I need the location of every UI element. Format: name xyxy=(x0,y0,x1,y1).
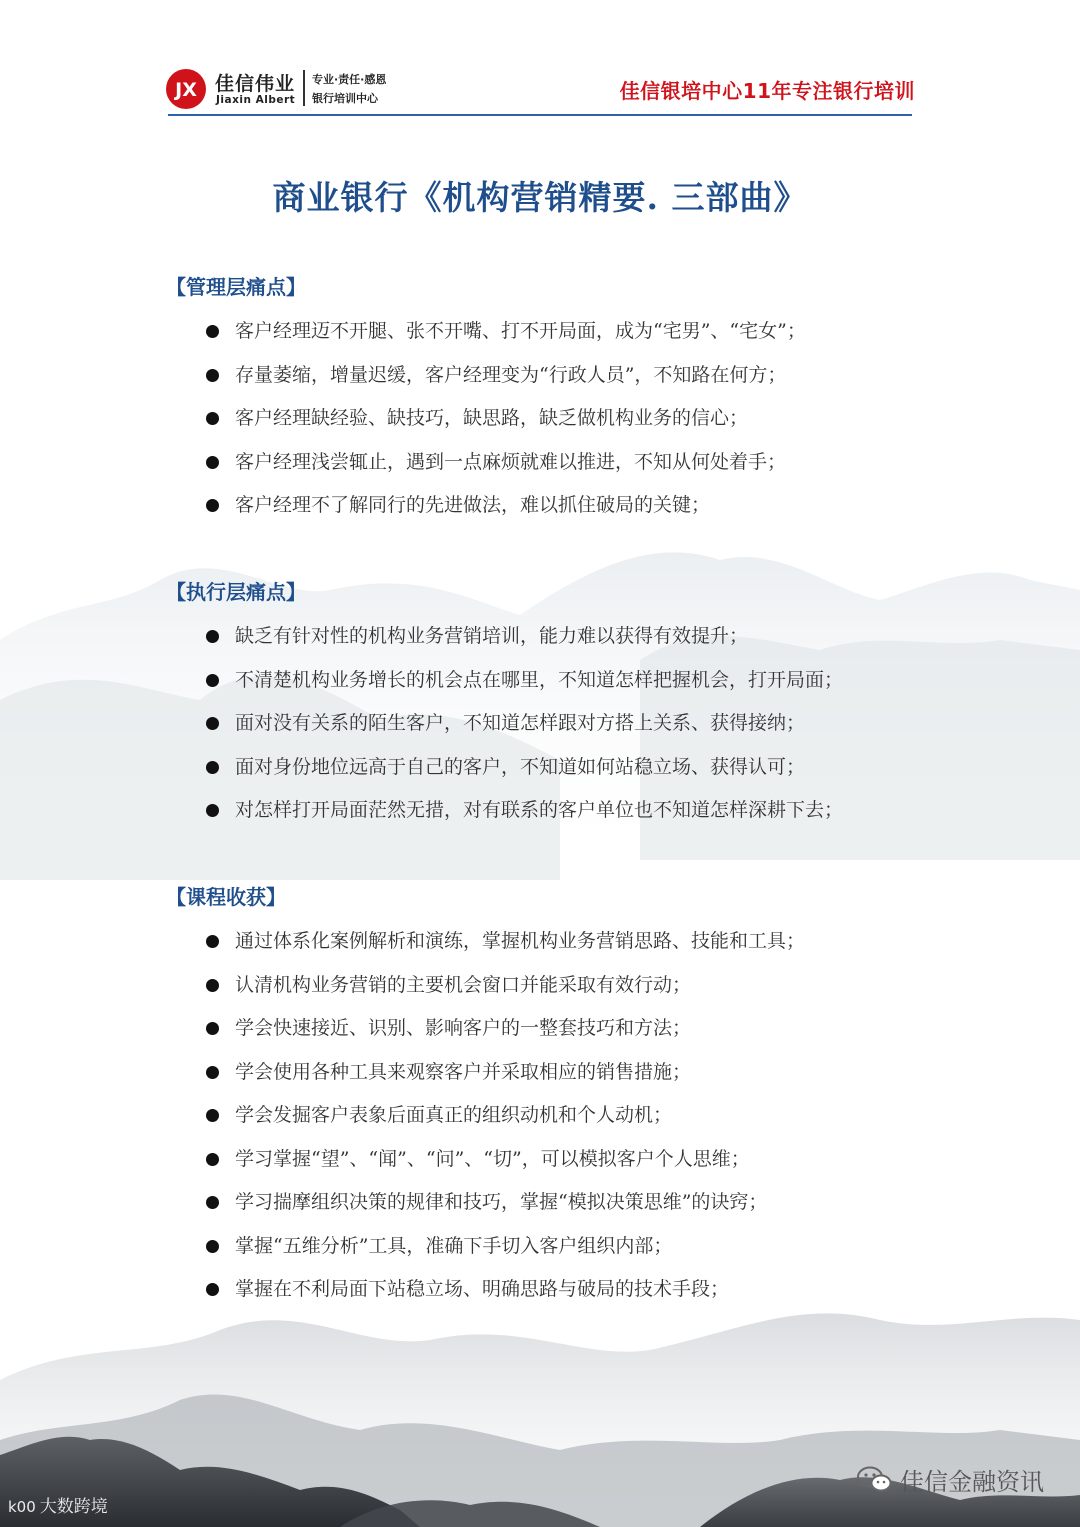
bullet-icon xyxy=(206,761,219,774)
bullet-list xyxy=(168,316,806,534)
list-item xyxy=(168,1013,805,1057)
list-item xyxy=(168,1231,805,1275)
list-item-text: 学习揣摩组织决策的规律和技巧，掌握“模拟决策思维”的诀窍； xyxy=(235,1191,768,1213)
list-item xyxy=(168,1187,805,1231)
logo-tagline: 专业·责任·感恩 xyxy=(312,73,387,86)
bullet-icon xyxy=(206,1022,219,1035)
list-item xyxy=(168,1100,805,1144)
bullet-icon xyxy=(206,369,219,382)
logo-name-cn: 佳信伟业 xyxy=(215,73,296,95)
list-item-text: 学习掌握“望”、“闻”、“问”、“切”，可以模拟客户个人思维； xyxy=(235,1147,750,1170)
list-item-text: 认清机构业务营销的主要机会窗口并能采取有效行动； xyxy=(235,973,692,996)
logo-name-en: Jiaxin Albert xyxy=(216,94,296,106)
list-item-text: 客户经理缺经验、缺技巧，缺思路，缺乏做机构业务的信心； xyxy=(235,407,749,429)
logo-subtitle: 银行培训中心 xyxy=(312,92,378,105)
list-item-text: 不清楚机构业务增长的机会点在哪里，不知道怎样把握机会，打开局面； xyxy=(235,668,844,691)
list-item xyxy=(168,1057,805,1101)
management-pain-points-section xyxy=(168,272,806,534)
list-item xyxy=(168,621,843,665)
bullet-list xyxy=(168,926,805,1318)
list-item xyxy=(168,403,806,447)
logo-divider xyxy=(303,70,305,106)
list-item xyxy=(168,1274,805,1318)
bullet-icon xyxy=(206,935,219,948)
document-title: 商业银行《机构营销精要. 三部曲》 xyxy=(272,178,808,217)
list-item-text: 掌握在不利局面下站稳立场、明确思路与破局的技术手段； xyxy=(235,1278,730,1300)
list-item-text: 学会发掘客户表象后面真正的组织动机和个人动机； xyxy=(235,1104,673,1126)
bullet-icon xyxy=(206,499,219,512)
list-item-text: 缺乏有针对性的机构业务营销培训，能力难以获得有效提升； xyxy=(235,625,749,647)
bullet-icon xyxy=(206,1196,219,1209)
list-item xyxy=(168,752,843,796)
list-item xyxy=(168,708,843,752)
bullet-icon xyxy=(206,456,219,469)
list-item xyxy=(168,970,805,1014)
bullet-icon xyxy=(206,1153,219,1166)
list-item-text: 学会使用各种工具来观察客户并采取相应的销售措施； xyxy=(235,1060,692,1083)
bullet-icon xyxy=(206,979,219,992)
bullet-icon xyxy=(206,674,219,687)
wechat-icon xyxy=(856,1466,892,1494)
list-item-text: 掌握“五维分析”工具，准确下手切入客户组织内部； xyxy=(235,1234,673,1257)
execution-pain-points-section xyxy=(168,577,843,839)
list-item-text: 学会快速接近、识别、影响客户的一整套技巧和方法； xyxy=(235,1017,692,1039)
jx-logo-icon xyxy=(165,68,207,110)
bullet-icon xyxy=(206,717,219,730)
list-item xyxy=(168,490,806,534)
list-item xyxy=(168,795,843,839)
bullet-icon xyxy=(206,1109,219,1122)
list-item xyxy=(168,1144,805,1188)
bullet-icon xyxy=(206,325,219,338)
header-slogan: 佳信银培中心11年专注银行培训 xyxy=(619,79,915,103)
bullet-icon xyxy=(206,804,219,817)
list-item-text: 存量萎缩，增量迟缓，客户经理变为“行政人员”，不知路在何方； xyxy=(235,363,787,386)
list-item xyxy=(168,447,806,491)
course-outcomes-section xyxy=(168,882,805,1318)
list-item xyxy=(168,926,805,970)
list-item-text: 面对没有关系的陌生客户，不知道怎样跟对方搭上关系、获得接纳； xyxy=(235,712,806,734)
bullet-icon xyxy=(206,1283,219,1296)
section-heading: 【执行层痛点】 xyxy=(166,580,306,604)
bullet-icon xyxy=(206,1240,219,1253)
watermark-logo-icon: k00 xyxy=(8,1498,36,1516)
list-item xyxy=(168,360,806,404)
watermark-text: 大数跨境 xyxy=(39,1497,108,1517)
list-item-text: 通过体系化案例解析和演练，掌握机构业务营销思路、技能和工具； xyxy=(235,930,806,952)
list-item-text: 客户经理浅尝辄止，遇到一点麻烦就难以推进，不知从何处着手； xyxy=(235,450,787,473)
bullet-list xyxy=(168,621,843,839)
header-divider xyxy=(168,114,912,116)
source-watermark xyxy=(8,1492,108,1517)
section-heading: 【课程收获】 xyxy=(166,885,286,909)
bullet-icon xyxy=(206,1066,219,1079)
section-heading: 【管理层痛点】 xyxy=(166,275,306,299)
list-item xyxy=(168,316,806,360)
wechat-account-name: 佳信金融资讯 xyxy=(900,1468,1044,1496)
bullet-icon xyxy=(206,630,219,643)
page-header xyxy=(165,62,915,116)
logo-mark-text: JX xyxy=(175,79,197,101)
bullet-icon xyxy=(206,412,219,425)
list-item-text: 面对身份地位远高于自己的客户，不知道如何站稳立场、获得认可； xyxy=(235,755,806,778)
list-item-text: 客户经理不了解同行的先进做法，难以抓住破局的关键； xyxy=(235,494,711,516)
list-item xyxy=(168,665,843,709)
list-item-text: 对怎样打开局面茫然无措，对有联系的客户单位也不知道怎样深耕下去； xyxy=(235,799,844,821)
list-item-text: 客户经理迈不开腿、张不开嘴、打不开局面，成为“宅男”、“宅女”； xyxy=(235,320,806,342)
wechat-account-watermark xyxy=(856,1462,1044,1497)
